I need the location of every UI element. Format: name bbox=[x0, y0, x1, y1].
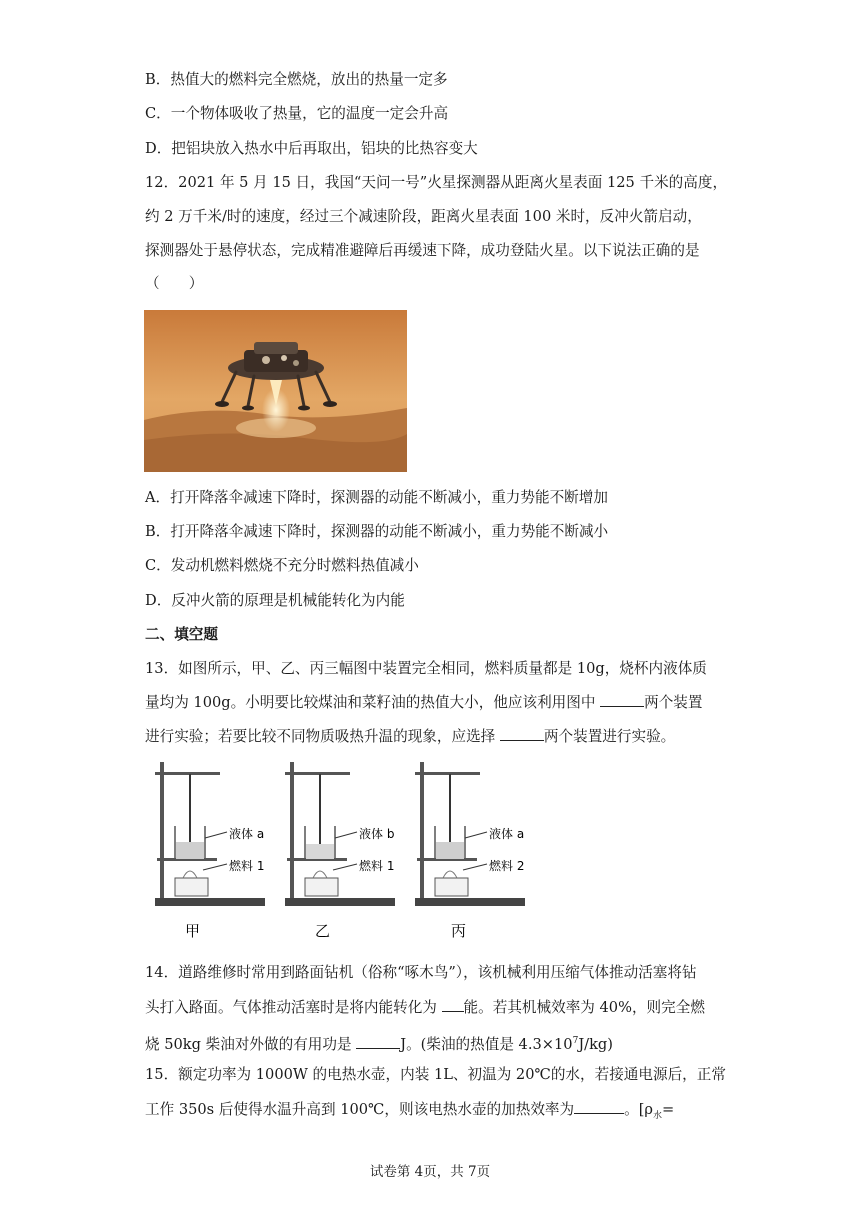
q14-text-5: J/kg) bbox=[578, 1035, 613, 1053]
option-b: B．热值大的燃料完全燃烧，放出的热量一定多 bbox=[145, 71, 448, 88]
q15-text-2: 。[ρ bbox=[624, 1101, 653, 1118]
q13-text-4: 两个装置进行实验。 bbox=[543, 728, 676, 745]
q12-line-3: 探测器处于悬停状态，完成精准避障后再缓速下降，成功登陆火星。以下说法正确的是 bbox=[145, 242, 700, 259]
q12-line-2: 约 2 万千米/时的速度，经过三个减速阶段，距离火星表面 100 米时，反冲火箭启动， bbox=[145, 208, 702, 225]
label-liquid-a: 液体 a bbox=[229, 827, 265, 841]
answer-blank bbox=[442, 997, 464, 1012]
apparatus-figure bbox=[145, 760, 545, 945]
q15-line-2 bbox=[145, 1099, 674, 1126]
mars-lander-photo bbox=[144, 310, 407, 472]
q12-option-a: A．打开降落伞减速下降时，探测器的动能不断减小，重力势能不断增加 bbox=[145, 489, 608, 506]
caption-bing: 丙 bbox=[451, 922, 467, 940]
q13-line-1: 13．如图所示，甲、乙、丙三幅图中装置完全相同，燃料质量都是 10g，烧杯内液体质 bbox=[145, 660, 707, 677]
answer-blank bbox=[574, 1099, 624, 1114]
q12-option-d: D．反冲火箭的原理是机械能转化为内能 bbox=[145, 592, 405, 609]
q15-line-1: 15．额定功率为 1000W 的电热水壶，内装 1L、初温为 20℃的水，若接通电源后，正常 bbox=[145, 1066, 726, 1083]
q14-text-1: 头打入路面。气体推动活塞时是将内能转化为 bbox=[145, 999, 442, 1016]
caption-jia: 甲 bbox=[185, 922, 201, 940]
q13-text-3: 进行实验；若要比较不同物质吸热升温的现象，应选择 bbox=[145, 728, 500, 745]
q13-text-2: 两个装置 bbox=[644, 694, 703, 711]
q14-text-2: 能。若其机械效率为 40%，则完全燃 bbox=[463, 999, 705, 1016]
q12-option-c: C．发动机燃料燃烧不充分时燃料热值减小 bbox=[145, 557, 419, 574]
label-fuel-1b: 燃料 1 bbox=[359, 859, 395, 873]
q12-option-b: B．打开降落伞减速下降时，探测器的动能不断减小，重力势能不断减小 bbox=[145, 523, 609, 540]
answer-blank bbox=[500, 726, 544, 741]
q12-line-4: （ ） bbox=[145, 275, 204, 292]
q14-line-2 bbox=[145, 997, 705, 1018]
q12-line-1: 12．2021 年 5 月 15 日，我国“天问一号”火星探测器从距离火星表面 125 千米的高度， bbox=[145, 174, 728, 191]
label-liquid-a2: 液体 a bbox=[489, 827, 525, 841]
option-c: C．一个物体吸收了热量，它的温度一定会升高 bbox=[145, 105, 449, 122]
caption-yi: 乙 bbox=[315, 922, 331, 940]
q15-text-1: 工作 350s 后使得水温升高到 100℃，则该电热水壶的加热效率为 bbox=[145, 1101, 575, 1118]
section-heading: 二、填空题 bbox=[145, 626, 218, 643]
q13-line-3 bbox=[145, 726, 675, 747]
q14-exponent: 7 bbox=[572, 1036, 579, 1046]
q14-line-1: 14．道路维修时常用到路面钻机（俗称“啄木鸟”），该机械利用压缩气体推动活塞将钻 bbox=[145, 964, 697, 981]
q14-text-3: 烧 50kg 柴油对外做的有用功是 bbox=[145, 1035, 357, 1053]
q15-text-3: = bbox=[662, 1101, 675, 1118]
answer-blank bbox=[356, 1034, 400, 1049]
label-fuel-2: 燃料 2 bbox=[489, 859, 525, 873]
label-fuel-1: 燃料 1 bbox=[229, 859, 265, 873]
q14-text-4: J。(柴油的热值是 4.3×10 bbox=[400, 1035, 573, 1053]
q15-subscript: 水 bbox=[652, 1110, 662, 1121]
q13-text-1: 量均为 100g。小明要比较煤油和菜籽油的热值大小，他应该利用图中 bbox=[145, 694, 601, 711]
option-d: D．把铝块放入热水中后再取出，铝块的比热容变大 bbox=[145, 140, 478, 157]
page-footer: 试卷第 4页，共 7页 bbox=[369, 1164, 491, 1180]
label-liquid-b: 液体 b bbox=[359, 827, 395, 841]
q13-line-2 bbox=[145, 692, 703, 713]
q14-line-3 bbox=[145, 1031, 613, 1055]
answer-blank bbox=[600, 692, 644, 707]
